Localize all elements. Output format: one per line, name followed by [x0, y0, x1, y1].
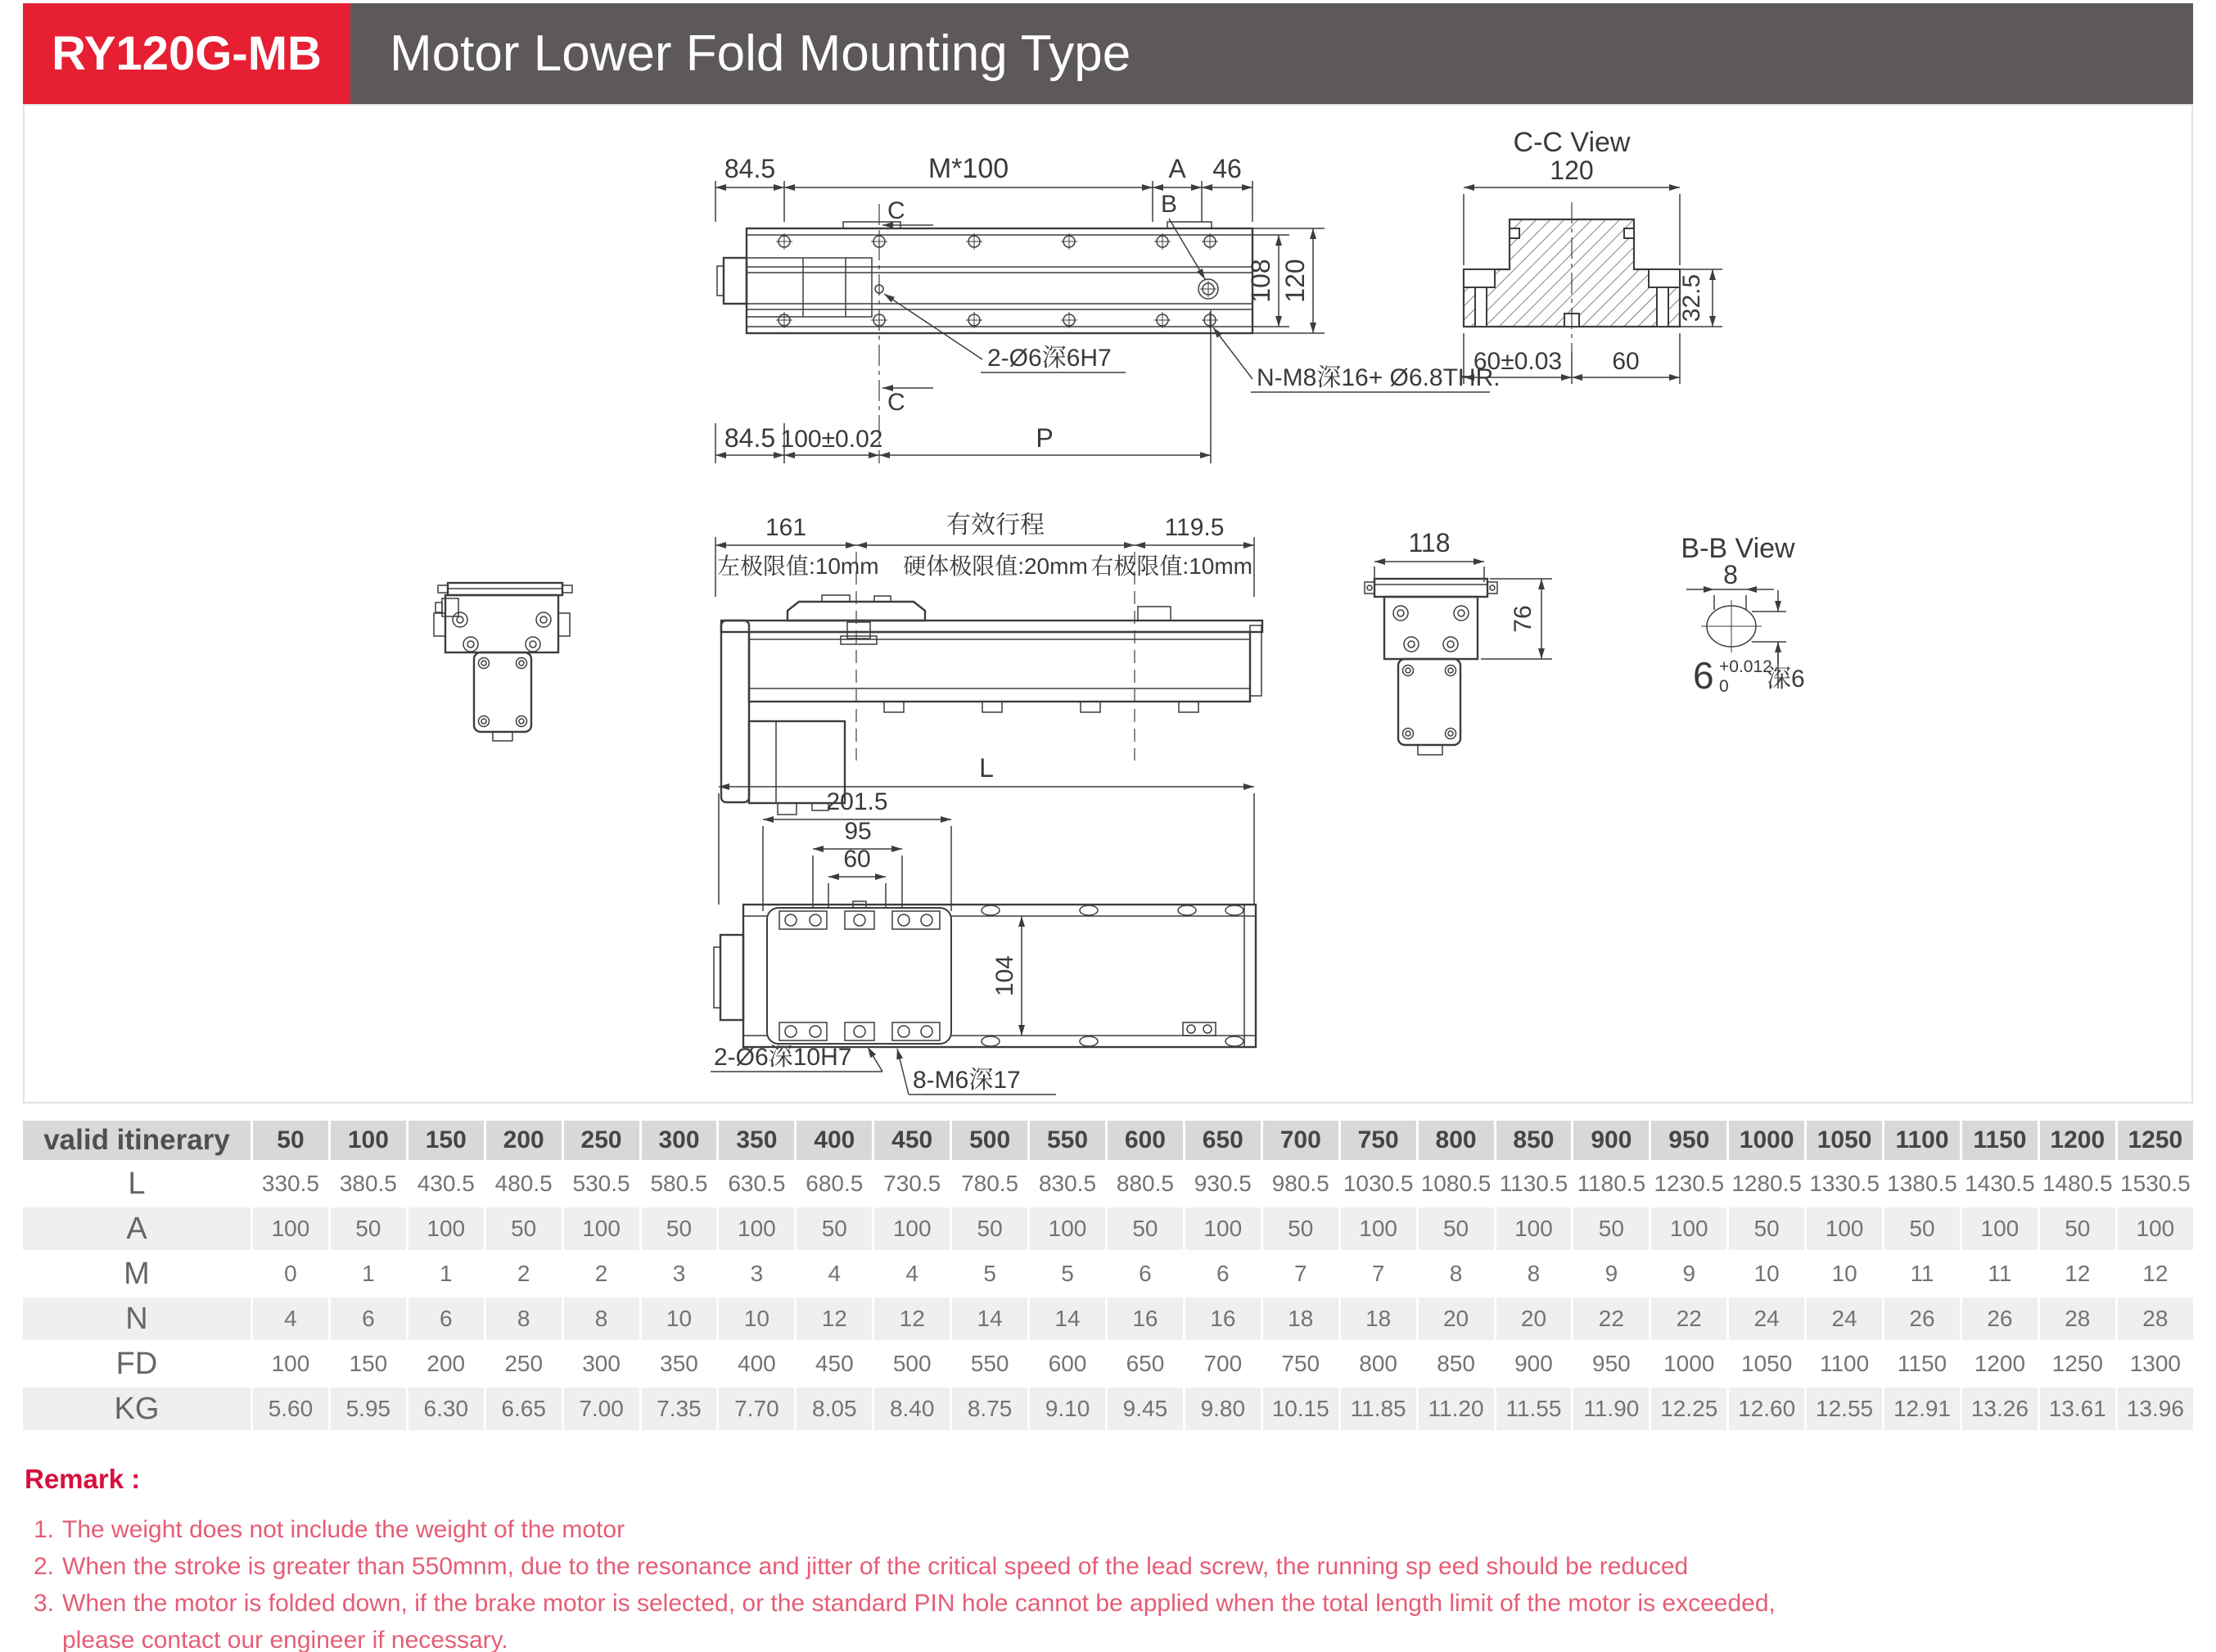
table-cell: 10: [642, 1298, 717, 1340]
column-header: 150: [408, 1121, 484, 1160]
table-cell: 2: [486, 1253, 562, 1295]
table-cell: 8: [1419, 1253, 1494, 1295]
remark-item-number: 1.: [33, 1516, 54, 1543]
page-header: [23, 3, 2193, 104]
table-cell: 730.5: [874, 1162, 950, 1205]
table-cell: 9.80: [1185, 1388, 1261, 1430]
column-header: 200: [486, 1121, 562, 1160]
table-cell: 9: [1573, 1253, 1649, 1295]
table-cell: 13.61: [2040, 1388, 2115, 1430]
table-cell: 3: [719, 1253, 794, 1295]
dim-108: 108: [1246, 259, 1275, 303]
table-cell: 650: [1108, 1343, 1183, 1385]
table-cell: 8: [486, 1298, 562, 1340]
bb-section-view: [1681, 533, 1804, 697]
table-cell: 850: [1419, 1343, 1494, 1385]
table-cell: 4: [253, 1298, 328, 1340]
table-cell: 12: [797, 1298, 872, 1340]
table-cell: 700: [1185, 1343, 1261, 1385]
table-cell: 11.90: [1573, 1388, 1649, 1430]
table-cell: 14: [952, 1298, 1027, 1340]
table-cell: 900: [1496, 1343, 1572, 1385]
cc-dim-60-tol: 60±0.03: [1473, 348, 1563, 375]
table-cell: 1150: [1884, 1343, 1960, 1385]
table-cell: 8.05: [797, 1388, 872, 1430]
dim-l: L: [979, 753, 994, 783]
table-cell: 10: [1729, 1253, 1804, 1295]
bb-tol-main: 6: [1693, 654, 1714, 697]
right-end-view: [1365, 528, 1552, 755]
remark-section: [25, 1464, 2194, 1652]
pin-hole-callout: 2-Ø6深6H7: [987, 345, 1112, 372]
table-cell: 530.5: [564, 1162, 639, 1205]
table-cell: 12: [2040, 1253, 2115, 1295]
table-cell: 880.5: [1108, 1162, 1183, 1205]
table-cell: 1230.5: [1651, 1162, 1726, 1205]
table-cell: 6: [331, 1298, 406, 1340]
table-cell: 12: [874, 1298, 950, 1340]
table-cell: 14: [1030, 1298, 1105, 1340]
column-header: 750: [1341, 1121, 1416, 1160]
dim-46: 46: [1212, 154, 1242, 183]
table-cell: 50: [331, 1207, 406, 1250]
table-cell: 20: [1496, 1298, 1572, 1340]
table-cell: 6: [1185, 1253, 1261, 1295]
column-header: 400: [797, 1121, 872, 1160]
table-cell: 400: [719, 1343, 794, 1385]
table-cell: 100: [253, 1343, 328, 1385]
section-c-top-label: C: [887, 197, 905, 224]
table-cell: 6: [408, 1298, 484, 1340]
dim-84-5-top: 84.5: [724, 154, 776, 183]
table-cell: 11: [1884, 1253, 1960, 1295]
table-cell: 7: [1341, 1253, 1416, 1295]
table-cell: 1480.5: [2040, 1162, 2115, 1205]
table-cell: 10.15: [1263, 1388, 1338, 1430]
cc-dim-32-5: 32.5: [1678, 273, 1705, 323]
column-header: 1100: [1884, 1121, 1960, 1160]
table-cell: 20: [1419, 1298, 1494, 1340]
table-cell: 13.96: [2118, 1388, 2193, 1430]
table-cell: 1180.5: [1573, 1162, 1649, 1205]
table-cell: 750: [1263, 1343, 1338, 1385]
table-cell: 11.20: [1419, 1388, 1494, 1430]
bb-tol-sub: 0: [1719, 677, 1729, 696]
table-cell: 6: [1108, 1253, 1183, 1295]
table-cell: 22: [1651, 1298, 1726, 1340]
table-cell: 950: [1573, 1343, 1649, 1385]
table-row: [23, 1162, 2193, 1205]
column-header: 950: [1651, 1121, 1726, 1160]
table-cell: 5: [1030, 1253, 1105, 1295]
table-cell: 300: [564, 1343, 639, 1385]
row-label: FD: [23, 1343, 250, 1385]
table-cell: 0: [253, 1253, 328, 1295]
cc-view-title: C-C View: [1513, 127, 1631, 158]
table-cell: 1100: [1807, 1343, 1882, 1385]
table-cell: 7.00: [564, 1388, 639, 1430]
technical-drawing: [25, 106, 2191, 1102]
table-cell: 680.5: [797, 1162, 872, 1205]
table-cell: 4: [797, 1253, 872, 1295]
table-cell: 1: [408, 1253, 484, 1295]
table-cell: 10: [719, 1298, 794, 1340]
table-cell: 1430.5: [1962, 1162, 2038, 1205]
remark-item-text: When the stroke is greater than 550mnm, due to the resonance and jitter of the critical speed of the lead screw, the running sp eed should be reduced: [62, 1553, 1689, 1580]
row-label: L: [23, 1162, 250, 1205]
remark-item-number: 3.: [33, 1590, 54, 1617]
table-cell: 16: [1108, 1298, 1183, 1340]
table-cell: 50: [1729, 1207, 1804, 1250]
table-cell: 24: [1807, 1298, 1882, 1340]
table-cell: 480.5: [486, 1162, 562, 1205]
spec-table: [20, 1118, 2196, 1433]
table-cell: 830.5: [1030, 1162, 1105, 1205]
table-cell: 930.5: [1185, 1162, 1261, 1205]
table-cell: 8: [564, 1298, 639, 1340]
table-cell: 100: [1341, 1207, 1416, 1250]
column-header: 350: [719, 1121, 794, 1160]
top-plan-view: [715, 153, 1501, 463]
table-cell: 50: [486, 1207, 562, 1250]
table-cell: 100: [1807, 1207, 1882, 1250]
table-row: [23, 1207, 2193, 1250]
row-label: N: [23, 1298, 250, 1340]
table-cell: 380.5: [331, 1162, 406, 1205]
hard-limit-label: 硬体极限值:20mm: [903, 553, 1088, 579]
bottom-thread-callout: 8-M6深17: [913, 1067, 1021, 1094]
table-cell: 350: [642, 1343, 717, 1385]
column-header: 50: [253, 1121, 328, 1160]
model-badge: RY120G-MB: [23, 3, 350, 104]
table-cell: 9.10: [1030, 1388, 1105, 1430]
table-cell: 8: [1496, 1253, 1572, 1295]
table-cell: 18: [1341, 1298, 1416, 1340]
table-cell: 1080.5: [1419, 1162, 1494, 1205]
table-cell: 550: [952, 1343, 1027, 1385]
table-cell: 100: [2118, 1207, 2193, 1250]
table-cell: 580.5: [642, 1162, 717, 1205]
table-cell: 5: [952, 1253, 1027, 1295]
table-cell: 12: [2118, 1253, 2193, 1295]
bb-tol-sup: +0.012: [1719, 657, 1772, 676]
thread-callout: N-M8深16+ Ø6.8THR.: [1257, 364, 1501, 391]
bb-depth: 深6: [1767, 666, 1805, 693]
table-cell: 10: [1807, 1253, 1882, 1295]
table-cell: 50: [1263, 1207, 1338, 1250]
column-header: 900: [1573, 1121, 1649, 1160]
table-cell: 430.5: [408, 1162, 484, 1205]
table-header-row: [23, 1121, 2193, 1160]
dim-p: P: [1036, 423, 1054, 453]
table-cell: 16: [1185, 1298, 1261, 1340]
table-cell: 150: [331, 1343, 406, 1385]
dim-84-5-bottom: 84.5: [724, 423, 776, 453]
table-cell: 5.95: [331, 1388, 406, 1430]
remark-item-text: The weight does not include the weight of the motor: [62, 1516, 625, 1543]
section-b-label: B: [1161, 191, 1178, 218]
table-cell: 980.5: [1263, 1162, 1338, 1205]
table-cell: 100: [719, 1207, 794, 1250]
table-corner-header: valid itinerary: [23, 1121, 250, 1160]
table-row: [23, 1298, 2193, 1340]
table-cell: 1330.5: [1807, 1162, 1882, 1205]
table-cell: 5.60: [253, 1388, 328, 1430]
table-cell: 26: [1962, 1298, 2038, 1340]
table-cell: 500: [874, 1343, 950, 1385]
row-label: KG: [23, 1388, 250, 1430]
table-cell: 100: [1185, 1207, 1261, 1250]
table-cell: 100: [1651, 1207, 1726, 1250]
table-cell: 8.40: [874, 1388, 950, 1430]
section-c-bottom-label: C: [887, 389, 905, 416]
stroke-label: 有效行程: [946, 512, 1045, 539]
table-cell: 250: [486, 1343, 562, 1385]
table-cell: 1250: [2040, 1343, 2115, 1385]
dim-60-bottom: 60: [843, 846, 871, 873]
table-cell: 1030.5: [1341, 1162, 1416, 1205]
left-limit-label: 左极限值:10mm: [717, 553, 879, 579]
column-header: 1000: [1729, 1121, 1804, 1160]
bottom-pin-callout: 2-Ø6深10H7: [714, 1044, 852, 1071]
table-cell: 600: [1030, 1343, 1105, 1385]
table-cell: 26: [1884, 1298, 1960, 1340]
column-header: 600: [1108, 1121, 1183, 1160]
dim-120: 120: [1280, 259, 1310, 303]
column-header: 800: [1419, 1121, 1494, 1160]
dim-161: 161: [765, 514, 807, 541]
table-cell: 11.55: [1496, 1388, 1572, 1430]
table-cell: 800: [1341, 1343, 1416, 1385]
table-cell: 28: [2040, 1298, 2115, 1340]
dim-76: 76: [1510, 605, 1537, 633]
remark-item-number: 2.: [33, 1553, 54, 1580]
table-cell: 1050: [1729, 1343, 1804, 1385]
dim-95: 95: [844, 818, 872, 845]
dim-m100: M*100: [927, 153, 1009, 184]
table-cell: 50: [2040, 1207, 2115, 1250]
table-cell: 1300: [2118, 1343, 2193, 1385]
table-cell: 1530.5: [2118, 1162, 2193, 1205]
table-cell: 100: [408, 1207, 484, 1250]
table-cell: 9.45: [1108, 1388, 1183, 1430]
table-cell: 12.91: [1884, 1388, 1960, 1430]
table-cell: 100: [564, 1207, 639, 1250]
table-cell: 6.30: [408, 1388, 484, 1430]
column-header: 250: [564, 1121, 639, 1160]
table-cell: 50: [1884, 1207, 1960, 1250]
bottom-plan-view: [711, 753, 1256, 1095]
bb-view-title: B-B View: [1681, 533, 1795, 564]
remark-item: [25, 1585, 2194, 1622]
table-cell: 100: [1962, 1207, 2038, 1250]
column-header: 500: [952, 1121, 1027, 1160]
table-cell: 12.55: [1807, 1388, 1882, 1430]
table-cell: 22: [1573, 1298, 1649, 1340]
technical-drawing-panel: [23, 104, 2193, 1104]
table-cell: 9: [1651, 1253, 1726, 1295]
table-cell: 100: [1496, 1207, 1572, 1250]
remark-item: [25, 1511, 2194, 1548]
dim-119-5: 119.5: [1164, 514, 1225, 541]
table-cell: 13.26: [1962, 1388, 2038, 1430]
table-cell: 8.75: [952, 1388, 1027, 1430]
remark-item: [25, 1548, 2194, 1585]
table-cell: 450: [797, 1343, 872, 1385]
table-cell: 6.65: [486, 1388, 562, 1430]
table-cell: 12.60: [1729, 1388, 1804, 1430]
table-cell: 100: [874, 1207, 950, 1250]
column-header: 1150: [1962, 1121, 2038, 1160]
column-header: 450: [874, 1121, 950, 1160]
table-cell: 50: [1573, 1207, 1649, 1250]
remark-item-text: please contact our engineer if necessary.: [62, 1627, 508, 1652]
column-header: 700: [1263, 1121, 1338, 1160]
table-cell: 2: [564, 1253, 639, 1295]
table-cell: 100: [253, 1207, 328, 1250]
row-label: M: [23, 1253, 250, 1295]
table-cell: 7.70: [719, 1388, 794, 1430]
table-cell: 11.85: [1341, 1388, 1416, 1430]
table-cell: 28: [2118, 1298, 2193, 1340]
table-row: [23, 1253, 2193, 1295]
column-header: 1050: [1807, 1121, 1882, 1160]
dim-104: 104: [991, 955, 1018, 997]
table-cell: 50: [642, 1207, 717, 1250]
bb-dim-8: 8: [1723, 560, 1738, 589]
dim-a: A: [1168, 154, 1186, 183]
table-row: [23, 1343, 2193, 1385]
table-cell: 50: [952, 1207, 1027, 1250]
table-cell: 12.25: [1651, 1388, 1726, 1430]
table-cell: 630.5: [719, 1162, 794, 1205]
table-cell: 24: [1729, 1298, 1804, 1340]
table-cell: 50: [797, 1207, 872, 1250]
dim-100-tol: 100±0.02: [780, 426, 883, 453]
left-end-view: [434, 583, 572, 741]
column-header: 850: [1496, 1121, 1572, 1160]
table-cell: 1130.5: [1496, 1162, 1572, 1205]
table-cell: 7: [1263, 1253, 1338, 1295]
column-header: 650: [1185, 1121, 1261, 1160]
table-cell: 1380.5: [1884, 1162, 1960, 1205]
page-title: Motor Lower Fold Mounting Type: [350, 3, 2193, 104]
column-header: 300: [642, 1121, 717, 1160]
table-cell: 50: [1419, 1207, 1494, 1250]
remark-item-text: When the motor is folded down, if the brake motor is selected, or the standard PIN hole cannot be applied when the total length limit of the motor is exceeded,: [62, 1590, 1776, 1617]
column-header: 1200: [2040, 1121, 2115, 1160]
cc-dim-60: 60: [1612, 348, 1640, 375]
table-cell: 11: [1962, 1253, 2038, 1295]
table-cell: 1200: [1962, 1343, 2038, 1385]
table-cell: 7.35: [642, 1388, 717, 1430]
remark-heading: Remark :: [25, 1464, 141, 1494]
table-cell: 1: [331, 1253, 406, 1295]
table-cell: 1000: [1651, 1343, 1726, 1385]
column-header: 100: [331, 1121, 406, 1160]
remark-item-continuation: [25, 1622, 2194, 1652]
table-cell: 4: [874, 1253, 950, 1295]
column-header: 1250: [2118, 1121, 2193, 1160]
cc-dim-120: 120: [1550, 156, 1594, 185]
column-header: 550: [1030, 1121, 1105, 1160]
table-cell: 780.5: [952, 1162, 1027, 1205]
right-limit-label: 右极限值:10mm: [1090, 553, 1252, 579]
table-cell: 50: [1108, 1207, 1183, 1250]
table-cell: 100: [1030, 1207, 1105, 1250]
table-cell: 1280.5: [1729, 1162, 1804, 1205]
dim-201-5: 201.5: [826, 788, 888, 815]
dim-118: 118: [1408, 528, 1451, 557]
table-cell: 200: [408, 1343, 484, 1385]
table-row: [23, 1388, 2193, 1430]
table-cell: 18: [1263, 1298, 1338, 1340]
table-cell: 330.5: [253, 1162, 328, 1205]
row-label: A: [23, 1207, 250, 1250]
cc-section-view: [1464, 127, 1722, 384]
table-cell: 3: [642, 1253, 717, 1295]
